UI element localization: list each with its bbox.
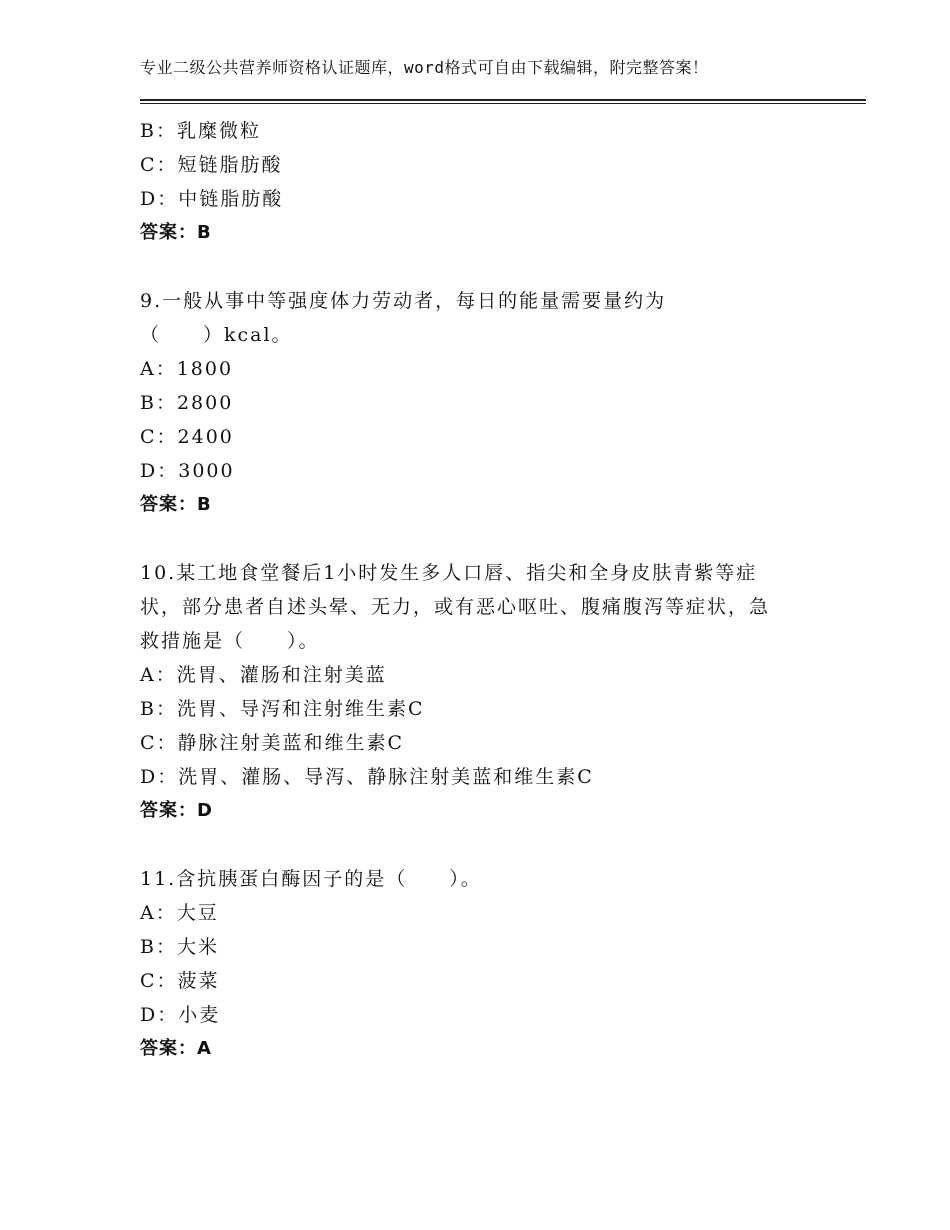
question-text: 10.某工地食堂餐后1小时发生多人口唇、指尖和全身皮肤青紫等症 xyxy=(140,562,758,584)
answer-label: 答案：B xyxy=(140,494,212,515)
option-c: C：短链脂肪酸 xyxy=(140,154,283,176)
option-a: A：大豆 xyxy=(140,902,219,924)
option-b: B：2800 xyxy=(140,392,234,414)
question-text: 救措施是（ ）。 xyxy=(140,630,320,652)
header-rule-thick xyxy=(140,99,866,101)
question-text: （ ）kcal。 xyxy=(140,324,293,346)
block-gap xyxy=(140,522,800,556)
option-c: C：2400 xyxy=(140,426,234,448)
option-c: C：静脉注射美蓝和维生素C xyxy=(140,732,405,754)
option-b: B：洗胃、导泻和注射维生素C xyxy=(140,698,425,720)
answer-label: 答案：A xyxy=(140,1038,212,1059)
option-d: D：小麦 xyxy=(140,1004,221,1026)
question-block-9 xyxy=(140,284,800,522)
block-gap xyxy=(140,828,800,862)
option-a: A：洗胃、灌肠和注射美蓝 xyxy=(140,664,387,686)
option-c: C：菠菜 xyxy=(140,970,220,992)
option-d: D：洗胃、灌肠、导泻、静脉注射美蓝和维生素C xyxy=(140,766,594,788)
header-rule-thin xyxy=(140,103,866,104)
page-header: 专业二级公共营养师资格认证题库，word格式可自由下载编辑，附完整答案！ xyxy=(140,58,709,77)
option-b: B：大米 xyxy=(140,936,219,958)
option-d: D：3000 xyxy=(140,460,235,482)
answer-label: 答案：D xyxy=(140,800,213,821)
question-text: 9.一般从事中等强度体力劳动者，每日的能量需要量约为 xyxy=(140,290,667,312)
block-gap xyxy=(140,250,800,284)
answer-label: 答案：B xyxy=(140,222,212,243)
option-b: B：乳糜微粒 xyxy=(140,120,261,142)
option-a: A：1800 xyxy=(140,358,234,380)
question-content xyxy=(140,114,800,1066)
question-block-10 xyxy=(140,556,800,828)
question-block-8 xyxy=(140,114,800,250)
question-text: 11.含抗胰蛋白酶因子的是（ ）。 xyxy=(140,868,482,890)
option-d: D：中链脂肪酸 xyxy=(140,188,284,210)
question-text: 状，部分患者自述头晕、无力，或有恶心呕吐、腹痛腹泻等症状，急 xyxy=(140,596,771,618)
question-block-11 xyxy=(140,862,800,1066)
